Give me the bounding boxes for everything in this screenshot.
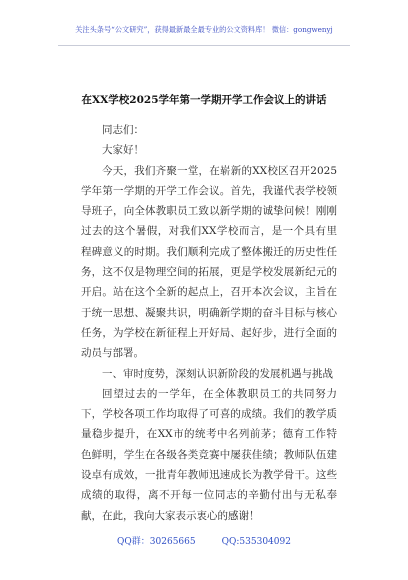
document-body: [81, 118, 337, 526]
body-paragraph: 回望过去的一学年，在全体教职员工的共同努力下，学校各项工作均取得了可喜的成绩。我们的教学质量稳步提升，在XX市的统考中名列前茅；德育工作特色鲜明，学生在各级各类竞赛中屡获佳绩；教师队伍建设卓有成效，一批青年教师迅速成长为教学骨干。这些成绩的取得，离不开每一位同志的辛勤付出与无私奉献，在此，我向大家表示衷心的感谢！: [81, 387, 337, 522]
section-heading: 一、审时度势，深刻认识新阶段的发展机遇与挑战: [102, 367, 333, 380]
footer-qq: QQ:535304092: [221, 537, 291, 547]
greeting: 大家好！: [102, 144, 144, 157]
salutation: 同志们：: [102, 124, 144, 136]
body-paragraph: 今天，我们齐聚一堂，在崭新的XX校区召开2025学年第一学期的开学工作会议。首先，我谨代表学校领导班子，向全体教职员工致以新学期的诚挚问候！刚刚过去的这个暑假，对我们XX学校而言，是一个具有里程碑意义的时期。我们顺利完成了整体搬迁的历史性任务，这不仅是物理空间的拓展，更是学校发展新纪元的开启。站在这个全新的起点上，召开本次会议，主旨在于统一思想、凝聚共识，明确新学期的奋斗目标与核心任务，为学校在新征程上开好局、起好步，进行全面的动员与部署。: [81, 164, 337, 360]
footer-contact: [0, 534, 408, 547]
footer-qq-group: QQ群：30265665: [117, 537, 196, 547]
document-title: 在XX学校2025学年第一学期开学工作会议上的讲话: [81, 94, 327, 106]
header-banner: 关注头条号“公文研究”，获得最新最全最专业的公文资料库！ 微信：gongwenyj: [75, 25, 333, 34]
header-divider: [58, 45, 350, 46]
